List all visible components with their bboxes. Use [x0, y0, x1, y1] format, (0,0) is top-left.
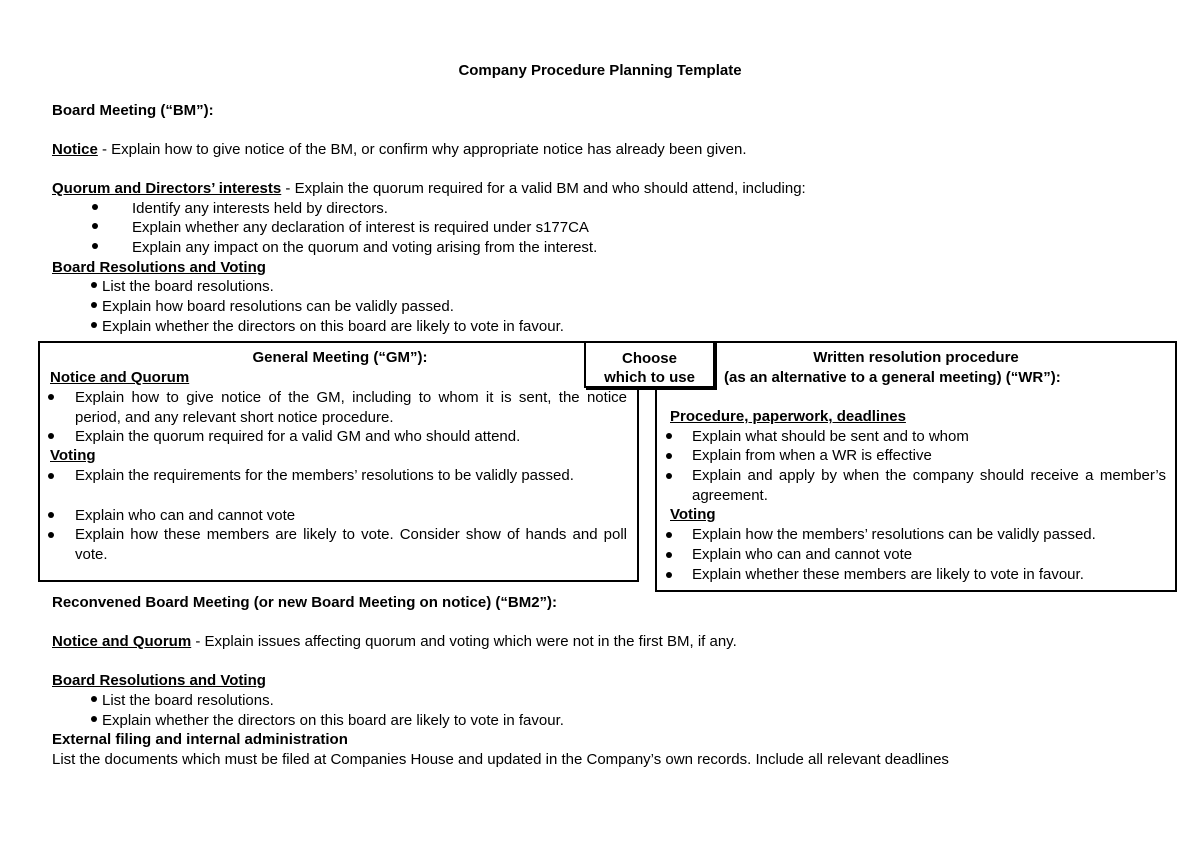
- choose-line1: Choose: [621, 350, 677, 367]
- bm-notice-label: Notice: [52, 141, 98, 158]
- bullet-icon: [48, 394, 54, 400]
- gm-voting-heading: Voting: [50, 447, 96, 464]
- bm2-resolutions-bullet: List the board resolutions.: [102, 692, 274, 709]
- bullet-icon: [92, 243, 98, 249]
- wr-heading-line2: (as an alternative to a general meeting) (“WR”):: [724, 369, 1061, 386]
- wr-voting-bullet: Explain who can and cannot vote: [692, 546, 913, 563]
- bm-resolutions-heading: Board Resolutions and Voting: [52, 259, 266, 276]
- bullet-icon: [91, 302, 97, 308]
- bullet-icon: [48, 433, 54, 439]
- bullet-icon: [48, 512, 54, 518]
- gm-nq-bullet: Explain how to give notice of the GM, including to whom it is sent, the notice period, and any relevant short notice procedure.: [75, 389, 627, 426]
- bm2-heading: Reconvened Board Meeting (or new Board Meeting on notice) (“BM2”):: [52, 594, 558, 611]
- bullet-icon: [666, 473, 672, 479]
- filing-heading: External filing and internal administration: [52, 731, 348, 748]
- bm-notice-line: [52, 141, 747, 159]
- bullet-icon: [666, 552, 672, 558]
- bm-notice-text: - Explain how to give notice of the BM, or confirm why appropriate notice has already been given.: [97, 141, 747, 158]
- bm-heading: Board Meeting (“BM”):: [52, 102, 214, 119]
- bm2-nq-text: - Explain issues affecting quorum and voting which were not in the first BM, if any.: [191, 633, 737, 650]
- gm-nq-heading: Notice and Quorum: [50, 369, 190, 386]
- bullet-icon: [91, 696, 97, 702]
- wr-voting-bullet: Explain whether these members are likely to vote in favour.: [692, 566, 1084, 583]
- bullet-icon: [666, 453, 672, 459]
- bm-quorum-text: - Explain the quorum required for a valid BM and who should attend, including:: [281, 180, 806, 197]
- bm2-nq-label: Notice and Quorum: [52, 633, 192, 650]
- wr-heading-text1: Written resolution procedure: [813, 349, 1019, 366]
- bm-quorum-label: Quorum and Directors’ interests: [52, 180, 282, 197]
- filing-text: List the documents which must be filed at Companies House and updated in the Company’s own records. Include all relevant deadlines: [52, 751, 949, 768]
- bm2-nq-line: [52, 633, 737, 651]
- bm-quorum-bullet: Explain whether any declaration of interest is required under s177CA: [132, 219, 589, 236]
- bm2-resolutions-bullet: Explain whether the directors on this board are likely to vote in favour.: [102, 712, 564, 729]
- bullet-icon: [91, 322, 97, 328]
- gm-voting-bullet: Explain the requirements for the members’ resolutions to be validly passed.: [75, 467, 574, 484]
- bullet-icon: [92, 223, 98, 229]
- bm-resolutions-bullet: Explain whether the directors on this board are likely to vote in favour.: [102, 318, 564, 335]
- wr-procedure-bullet: Explain and apply by when the company should receive a member’s agreement.: [692, 467, 1166, 504]
- page-title: Company Procedure Planning Template: [458, 62, 742, 79]
- choose-box: [584, 341, 715, 388]
- bullet-icon: [91, 282, 97, 288]
- bullet-icon: [92, 204, 98, 210]
- bullet-icon: [91, 716, 97, 722]
- bm-quorum-line: [52, 180, 806, 198]
- bm-resolutions-bullet: Explain how board resolutions can be validly passed.: [102, 298, 454, 315]
- wr-procedure-bullet: Explain what should be sent and to whom: [692, 428, 969, 445]
- wr-voting-bullet: Explain how the members’ resolutions can be validly passed.: [692, 526, 1096, 543]
- bullet-icon: [48, 532, 54, 538]
- bm-quorum-bullet: Identify any interests held by directors.: [132, 200, 388, 217]
- bullet-icon: [666, 572, 672, 578]
- bullet-icon: [666, 532, 672, 538]
- gm-voting-bullet: Explain how these members are likely to vote. Consider show of hands and poll vote.: [75, 526, 627, 563]
- bullet-icon: [48, 473, 54, 479]
- bm-resolutions-bullet: List the board resolutions.: [102, 278, 274, 295]
- wr-procedure-heading: Procedure, paperwork, deadlines: [670, 408, 906, 425]
- wr-voting-heading: Voting: [670, 506, 716, 523]
- choose-line2: which to use: [604, 369, 695, 386]
- wr-procedure-bullet: Explain from when a WR is effective: [692, 447, 932, 464]
- bm-quorum-bullet: Explain any impact on the quorum and voting arising from the interest.: [132, 239, 598, 256]
- gm-voting-bullet: Explain who can and cannot vote: [75, 507, 296, 524]
- gm-nq-bullet: Explain the quorum required for a valid GM and who should attend.: [75, 428, 521, 445]
- bullet-icon: [666, 433, 672, 439]
- bm2-resolutions-heading: Board Resolutions and Voting: [52, 672, 266, 689]
- gm-heading: General Meeting (“GM”):: [252, 349, 428, 366]
